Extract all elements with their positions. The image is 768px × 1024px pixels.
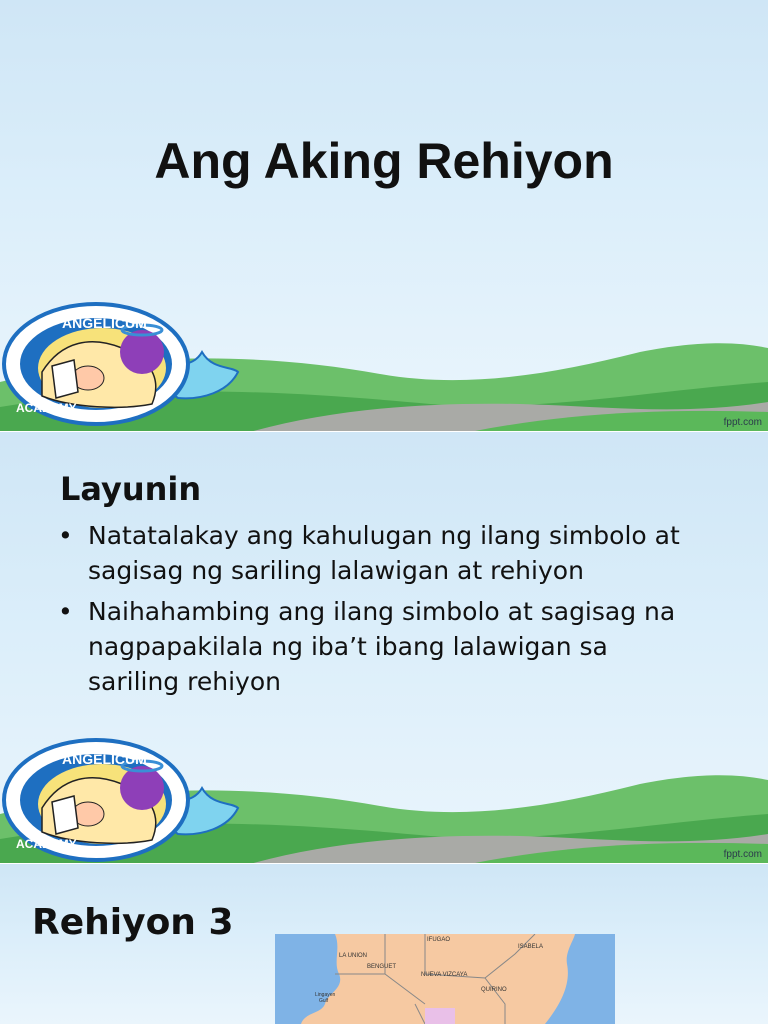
slide-title-text: Ang Aking Rehiyon bbox=[154, 133, 614, 189]
fppt-watermark: fppt.com bbox=[723, 849, 762, 860]
logo-arc-bottom: ACADEMY bbox=[16, 837, 77, 851]
slide-title bbox=[0, 0, 768, 432]
objectives-heading: Layunin bbox=[60, 470, 202, 508]
map-label-lingayen: Lingayen bbox=[315, 992, 336, 998]
map-label-isabela: ISABELA bbox=[518, 944, 544, 950]
map-label-quirino: QUIRINO bbox=[481, 987, 507, 993]
logo-arc-top: ANGELICUM bbox=[62, 315, 147, 331]
bullet-icon: • bbox=[58, 521, 73, 550]
list-item-text: Natatalakay ang kahulugan ng ilang simbolo at sagisag ng sariling lalawigan at rehiyon bbox=[88, 521, 680, 585]
map-label-nueva-vizcaya: NUEVA VIZCAYA bbox=[421, 972, 468, 978]
fppt-watermark: fppt.com bbox=[723, 417, 762, 428]
map-label-ifugao: IFUGAO bbox=[427, 937, 451, 943]
region-map bbox=[275, 934, 615, 1024]
map-label-gulf: Gulf bbox=[319, 998, 329, 1004]
logo-arc-bottom: ACADEMY bbox=[16, 401, 77, 415]
bullet-icon: • bbox=[58, 597, 73, 626]
slide-objectives bbox=[0, 432, 768, 864]
logo-arc-top: ANGELICUM bbox=[62, 751, 147, 767]
region-heading: Rehiyon 3 bbox=[32, 902, 234, 943]
list-item-text: Naihahambing ang ilang simbolo at sagisag na nagpapakilala ng iba’t ibang lalawigan sa sariling rehiyon bbox=[88, 597, 676, 696]
list-item bbox=[58, 594, 698, 699]
map-label-benguet: BENGUET bbox=[367, 964, 397, 970]
objectives-list bbox=[58, 518, 698, 705]
map-label-la-union: LA UNION bbox=[339, 953, 368, 959]
slide-region bbox=[0, 864, 768, 1024]
angelicum-academy-logo bbox=[2, 736, 240, 864]
angelicum-academy-logo bbox=[2, 300, 240, 428]
list-item bbox=[58, 518, 698, 588]
